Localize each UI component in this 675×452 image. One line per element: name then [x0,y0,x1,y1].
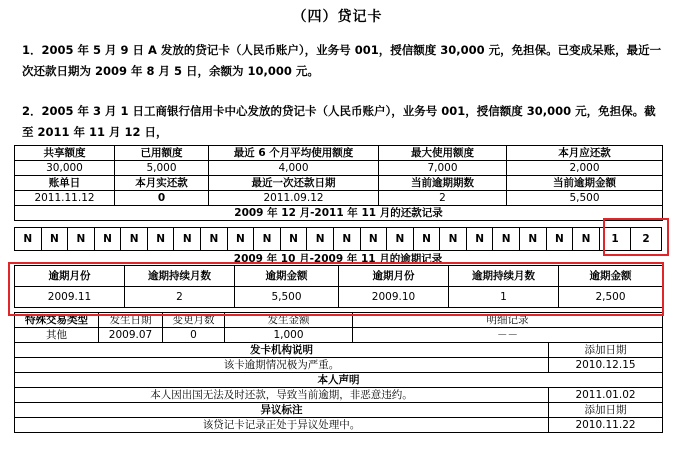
value-overdue-month-2: 2009.10 [339,287,449,308]
value-avg-usage: 4,000 [209,161,379,176]
repay-record-cell: N [440,228,467,251]
header-overdue-month-2: 逾期月份 [339,266,449,287]
value-last-repay-date: 2011.09.12 [209,191,379,206]
header-overdue-duration-2: 逾期持续月数 [449,266,559,287]
issuer-add-date-label: 添加日期 [549,343,663,358]
value-special-months: 0 [163,328,225,343]
repay-record-row [15,228,662,251]
special-and-notes-table [14,312,663,433]
value-statement-date: 2011.11.12 [15,191,115,206]
summary-header-row-2 [15,176,663,191]
issuer-note-date: 2010.12.15 [549,358,663,373]
repay-record-cell: N [546,228,573,251]
dispute-add-date-label: 添加日期 [549,403,663,418]
dispute-note-title: 异议标注 [15,403,549,418]
repay-record-cell: N [519,228,546,251]
value-overdue-duration-1: 2 [125,287,235,308]
issuer-note-title: 发卡机构说明 [15,343,549,358]
repay-record-cell: N [41,228,68,251]
section-title: （四）贷记卡 [292,9,383,25]
header-special-date: 发生日期 [99,313,163,328]
repay-record-cell: N [360,228,387,251]
repay-record-cell: N [201,228,228,251]
header-overdue-month-1: 逾期月份 [15,266,125,287]
value-shared-limit: 30,000 [15,161,115,176]
self-text-row [15,388,663,403]
special-value-row [15,328,663,343]
header-special-amount: 发生金额 [225,313,353,328]
summary-table [14,145,663,221]
repay-record-cell: N [147,228,174,251]
header-overdue-amount-1: 逾期金额 [235,266,339,287]
header-overdue-amount-2: 逾期金额 [559,266,663,287]
repay-record-cell: N [227,228,254,251]
repay-record-cell: N [68,228,95,251]
value-due-this-month: 2,000 [507,161,663,176]
header-max-usage: 最大使用额度 [379,146,507,161]
value-special-date: 2009.07 [99,328,163,343]
paragraph-1: 1．2005 年 5 月 9 日 A 发放的贷记卡（人民币账户），业务号 001，授信额度 30,000 元，免担保。已变成呆账，最近一次还款日期为 2009 年 8 月 5 日，余额为 10,000 元。 [22,43,662,78]
repay-record-cell: N [493,228,520,251]
repay-record-cell: N [333,228,360,251]
header-actual-repaid: 本月实还款 [115,176,209,191]
highlight-box-current-overdue [603,218,669,256]
repay-record-cell: N [387,228,414,251]
header-shared-limit: 共享额度 [15,146,115,161]
repay-record-cell: 2 [631,228,662,251]
header-overdue-amount: 当前逾期金额 [507,176,663,191]
repay-record-cell: N [307,228,334,251]
overdue-record-title: 2009 年 10 月-2009 年 11 月的逾期记录 [233,253,443,265]
header-special-months: 变更月数 [163,313,225,328]
value-overdue-amount-1: 5,500 [235,287,339,308]
issuer-title-row [15,343,663,358]
summary-value-row-1 [15,161,663,176]
repay-record-cell: 1 [600,228,631,251]
repay-record-cell: N [15,228,42,251]
dispute-text-row [15,418,663,433]
repay-record-title: 2009 年 12 月-2011 年 11 月的还款记录 [15,206,663,221]
repay-record-cell: N [174,228,201,251]
value-special-amount: 1,000 [225,328,353,343]
header-overdue-duration-1: 逾期持续月数 [125,266,235,287]
value-special-detail: －－ [353,328,663,343]
value-overdue-duration-2: 1 [449,287,559,308]
repay-record-cell: N [413,228,440,251]
self-title-row [15,373,663,388]
self-statement-text: 本人因出国无法及时还款，导致当前逾期，非恶意违约。 [15,388,549,403]
value-overdue-periods: 2 [379,191,507,206]
header-last-repay-date: 最近一次还款日期 [209,176,379,191]
summary-header-row-1 [15,146,663,161]
repay-record-cell: N [466,228,493,251]
repay-record-cell: N [254,228,281,251]
issuer-note-text: 该卡逾期情况极为严重。 [15,358,549,373]
dispute-note-date: 2010.11.22 [549,418,663,433]
value-used-limit: 5,000 [115,161,209,176]
dispute-title-row [15,403,663,418]
repay-record-table [14,227,662,251]
self-statement-date: 2011.01.02 [549,388,663,403]
repay-record-cell: N [573,228,600,251]
value-overdue-month-1: 2009.11 [15,287,125,308]
value-special-type: 其他 [15,328,99,343]
header-used-limit: 已用额度 [115,146,209,161]
value-overdue-amount: 5,500 [507,191,663,206]
dispute-note-text: 该贷记卡记录正处于异议处理中。 [15,418,549,433]
repay-record-cell: N [121,228,148,251]
value-actual-repaid: 0 [115,191,209,206]
self-statement-title: 本人声明 [15,373,663,388]
value-overdue-amount-2: 2,500 [559,287,663,308]
issuer-text-row [15,358,663,373]
summary-value-row-2 [15,191,663,206]
value-max-usage: 7,000 [379,161,507,176]
header-special-detail: 明细记录 [353,313,663,328]
paragraph-2: 2．2005 年 3 月 1 日工商银行信用卡中心发放的贷记卡（人民币账户），业务号 001，授信额度 30,000 元，免担保。截至 2011 年 11 月 12 日， [22,104,656,139]
header-special-type: 特殊交易类型 [15,313,99,328]
header-statement-date: 账单日 [15,176,115,191]
repay-record-cell: N [280,228,307,251]
header-overdue-periods: 当前逾期期数 [379,176,507,191]
repay-title-row [15,206,663,221]
highlight-box-overdue-records [8,262,664,316]
header-due-this-month: 本月应还款 [507,146,663,161]
repay-record-cell: N [94,228,121,251]
header-avg-usage: 最近 6 个月平均使用额度 [209,146,379,161]
